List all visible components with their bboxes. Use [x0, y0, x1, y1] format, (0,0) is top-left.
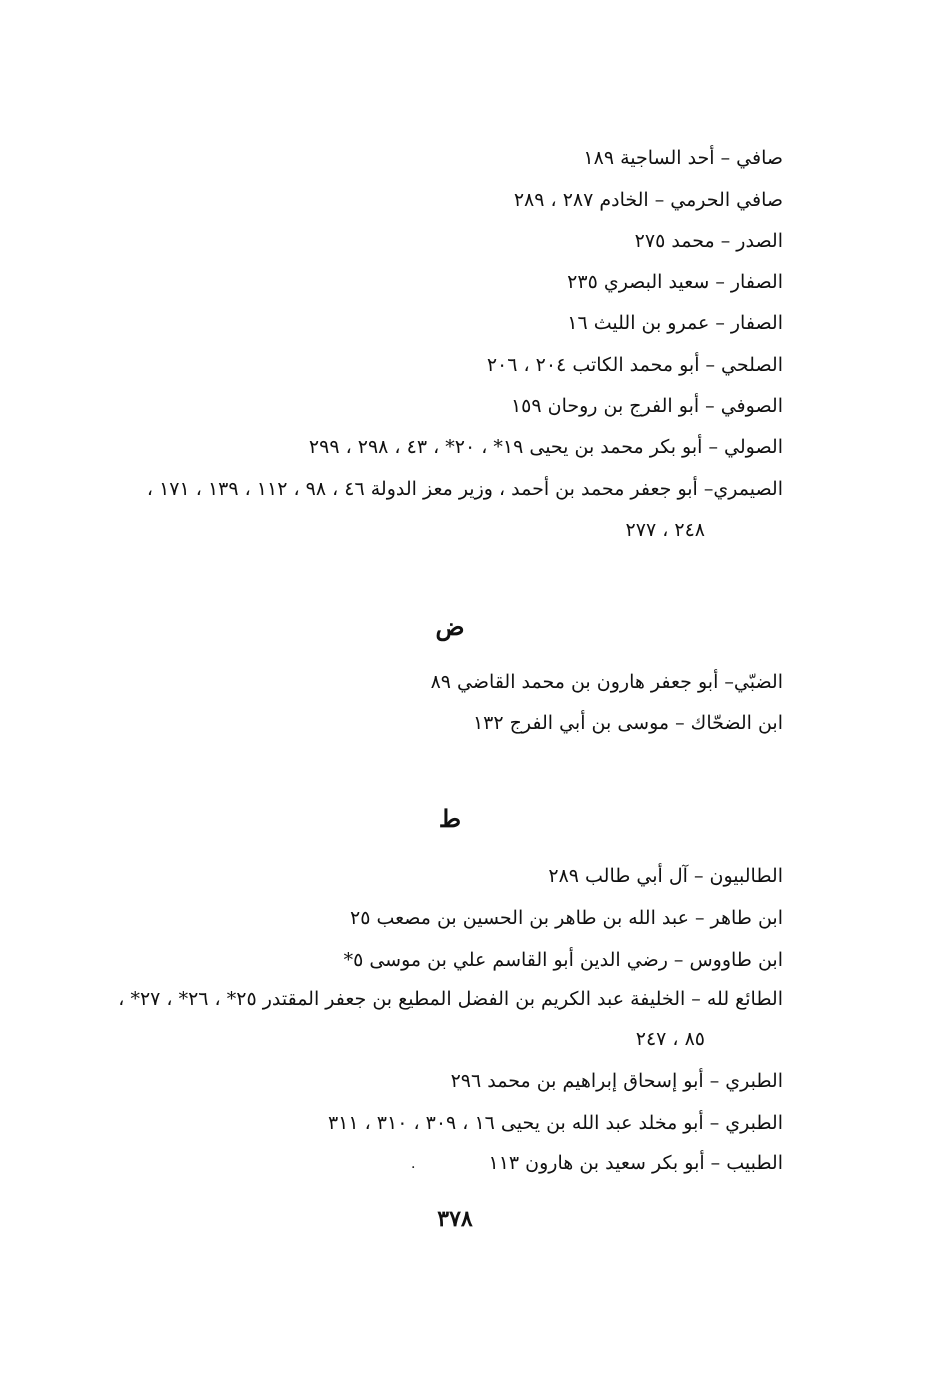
- section-heading-dad: ض: [435, 612, 465, 641]
- index-entry: صافي – أحد الساجية ١٨٩: [583, 147, 783, 169]
- index-entry: صافي الحرمي – الخادم ٢٨٧ ، ٢٨٩: [513, 189, 783, 211]
- section-heading-ta: ط: [438, 804, 462, 833]
- page-number: ٣٧٨: [437, 1206, 473, 1232]
- index-entry: الصدر – محمد ٢٧٥: [634, 230, 783, 252]
- index-entry: الطبري – أبو مخلد عبد الله بن يحيى ١٦ ، ٣٠٩ ، ٣١٠ ، ٣١١: [327, 1112, 783, 1134]
- index-entry: الضبّي– أبو جعفر هارون بن محمد القاضي ٨٩: [430, 671, 783, 693]
- index-entry: الصفار – عمرو بن الليث ١٦: [567, 312, 783, 334]
- index-entry: الطبيب – أبو بكر سعيد بن هارون ١١٣: [488, 1152, 783, 1174]
- index-entry: الصفار – سعيد البصري ٢٣٥: [567, 271, 783, 293]
- index-entry: الصلحي – أبو محمد الكاتب ٢٠٤ ، ٢٠٦: [486, 354, 783, 376]
- index-entry: الطائع لله – الخليفة عبد الكريم بن الفضل المطيع بن جعفر المقتدر ٢٥* ، ٢٦* ، ٢٧* ،: [118, 988, 783, 1010]
- index-entry: ابن الضحّاك – موسى بن أبي الفرج ١٣٢: [472, 712, 783, 734]
- index-entry: الطبري – أبو إسحاق إبراهيم بن محمد ٢٩٦: [450, 1070, 783, 1092]
- index-entry: الصيمري– أبو جعفر محمد بن أحمد ، وزير معز الدولة ٤٦ ، ٩٨ ، ١١٢ ، ١٣٩ ، ١٧١ ،: [146, 478, 783, 500]
- index-entry: ابن طاهر – عبد الله بن طاهر بن الحسين بن مصعب ٢٥: [349, 907, 783, 929]
- index-entry-continuation: ٢٤٨ ، ٢٧٧: [625, 519, 705, 541]
- stray-mark: ·: [411, 1160, 416, 1176]
- index-entry-continuation: ٨٥ ، ٢٤٧: [635, 1028, 705, 1050]
- index-entry: الصولي – أبو بكر محمد بن يحيى ١٩* ، ٢٠* ، ٤٣ ، ٢٩٨ ، ٢٩٩: [308, 436, 783, 458]
- index-entry: الصوفي – أبو الفرج بن روحان ١٥٩: [510, 395, 783, 417]
- index-entry: الطالبيون – آل أبي طالب ٢٨٩: [548, 865, 783, 887]
- index-entry: ابن طاووس – رضي الدين أبو القاسم علي بن موسى ٥*: [343, 949, 783, 971]
